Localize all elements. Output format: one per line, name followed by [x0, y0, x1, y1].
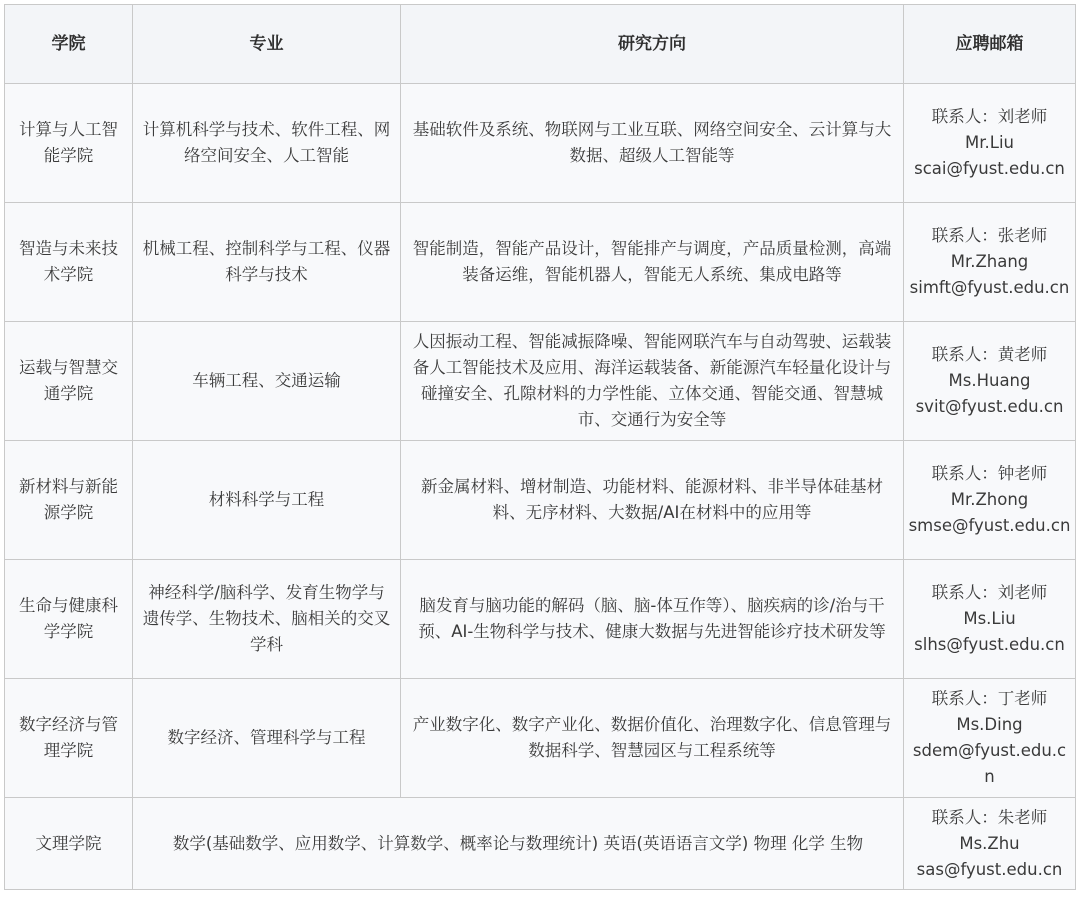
contact-person: 联系人：刘老师: [931, 583, 1048, 602]
contact-person: 联系人：张老师: [931, 226, 1048, 245]
major-cell: 车辆工程、交通运输: [133, 322, 401, 441]
college-cell: 新材料与新能源学院: [5, 441, 133, 560]
contact-email[interactable]: smse@fyust.edu.cn: [908, 516, 1071, 535]
contact-person: 联系人：钟老师: [931, 464, 1048, 483]
major-cell: 计算机科学与技术、软件工程、网络空间安全、人工智能: [133, 84, 401, 203]
contact-name: Ms.Huang: [948, 371, 1031, 390]
contact-cell: [904, 84, 1076, 203]
research-cell: 基础软件及系统、物联网与工业互联、网络空间安全、云计算与大数据、超级人工智能等: [401, 84, 904, 203]
contact-person: 联系人：黄老师: [931, 345, 1048, 364]
major-cell: 神经科学/脑科学、发育生物学与遗传学、生物技术、脑相关的交叉学科: [133, 560, 401, 679]
header-email: 应聘邮箱: [904, 5, 1076, 84]
contact-cell: [904, 441, 1076, 560]
contact-person: 联系人：丁老师: [931, 689, 1048, 708]
header-college: 学院: [5, 5, 133, 84]
table-row: [5, 322, 1076, 441]
contact-cell: [904, 798, 1076, 890]
contact-name: Mr.Zhang: [950, 252, 1029, 271]
research-cell: 智能制造，智能产品设计，智能排产与调度，产品质量检测，高端装备运维，智能机器人，智能无人系统、集成电路等: [401, 203, 904, 322]
table-row: [5, 203, 1076, 322]
table-header-row: [5, 5, 1076, 84]
header-research: 研究方向: [401, 5, 904, 84]
college-cell: 数字经济与管理学院: [5, 679, 133, 798]
college-cell: 文理学院: [5, 798, 133, 890]
contact-email[interactable]: scai@fyust.edu.cn: [914, 159, 1065, 178]
table-row: [5, 679, 1076, 798]
contact-person: 联系人：朱老师: [931, 807, 1048, 827]
research-cell: 人因振动工程、智能减振降噪、智能网联汽车与自动驾驶、运载装备人工智能技术及应用、海洋运载装备、新能源汽车轻量化设计与碰撞安全、孔隙材料的力学性能、立体交通、智能交通、智慧城市、交通行为安全等: [401, 322, 904, 441]
major-cell: 材料科学与工程: [133, 441, 401, 560]
table-row: [5, 560, 1076, 679]
research-cell: 脑发育与脑功能的解码（脑、脑-体互作等）、脑疾病的诊/治与干预、AI-生物科学与技术、健康大数据与先进智能诊疗技术研发等: [401, 560, 904, 679]
contact-cell: [904, 322, 1076, 441]
major-research-cell: 数学(基础数学、应用数学、计算数学、概率论与数理统计) 英语(英语语言文学) 物理 化学 生物: [133, 798, 904, 890]
college-cell: 生命与健康科学学院: [5, 560, 133, 679]
table-row: [5, 798, 1076, 890]
college-cell: 计算与人工智能学院: [5, 84, 133, 203]
contact-cell: [904, 203, 1076, 322]
contact-email[interactable]: svit@fyust.edu.cn: [915, 397, 1064, 416]
research-cell: 产业数字化、数字产业化、数据价值化、治理数字化、信息管理与数据科学、智慧园区与工程系统等: [401, 679, 904, 798]
contact-cell: [904, 679, 1076, 798]
recruitment-table: [4, 4, 1076, 890]
contact-email[interactable]: sas@fyust.edu.cn: [916, 859, 1063, 879]
table-row: [5, 84, 1076, 203]
contact-person: 联系人：刘老师: [931, 107, 1048, 126]
major-cell: 数字经济、管理科学与工程: [133, 679, 401, 798]
contact-email[interactable]: sdem@fyust.edu.cn: [912, 741, 1067, 786]
contact-email[interactable]: simft@fyust.edu.cn: [909, 278, 1070, 297]
table-row: [5, 441, 1076, 560]
college-cell: 运载与智慧交通学院: [5, 322, 133, 441]
contact-name: Mr.Zhong: [950, 490, 1029, 509]
contact-name: Ms.Zhu: [959, 833, 1020, 853]
contact-email[interactable]: slhs@fyust.edu.cn: [914, 635, 1065, 654]
college-cell: 智造与未来技术学院: [5, 203, 133, 322]
research-cell: 新金属材料、增材制造、功能材料、能源材料、非半导体硅基材料、无序材料、大数据/AI在材料中的应用等: [401, 441, 904, 560]
contact-cell: [904, 560, 1076, 679]
contact-name: Ms.Liu: [963, 609, 1016, 628]
contact-name: Mr.Liu: [965, 133, 1014, 152]
header-major: 专业: [133, 5, 401, 84]
contact-name: Ms.Ding: [956, 715, 1023, 734]
major-cell: 机械工程、控制科学与工程、仪器科学与技术: [133, 203, 401, 322]
